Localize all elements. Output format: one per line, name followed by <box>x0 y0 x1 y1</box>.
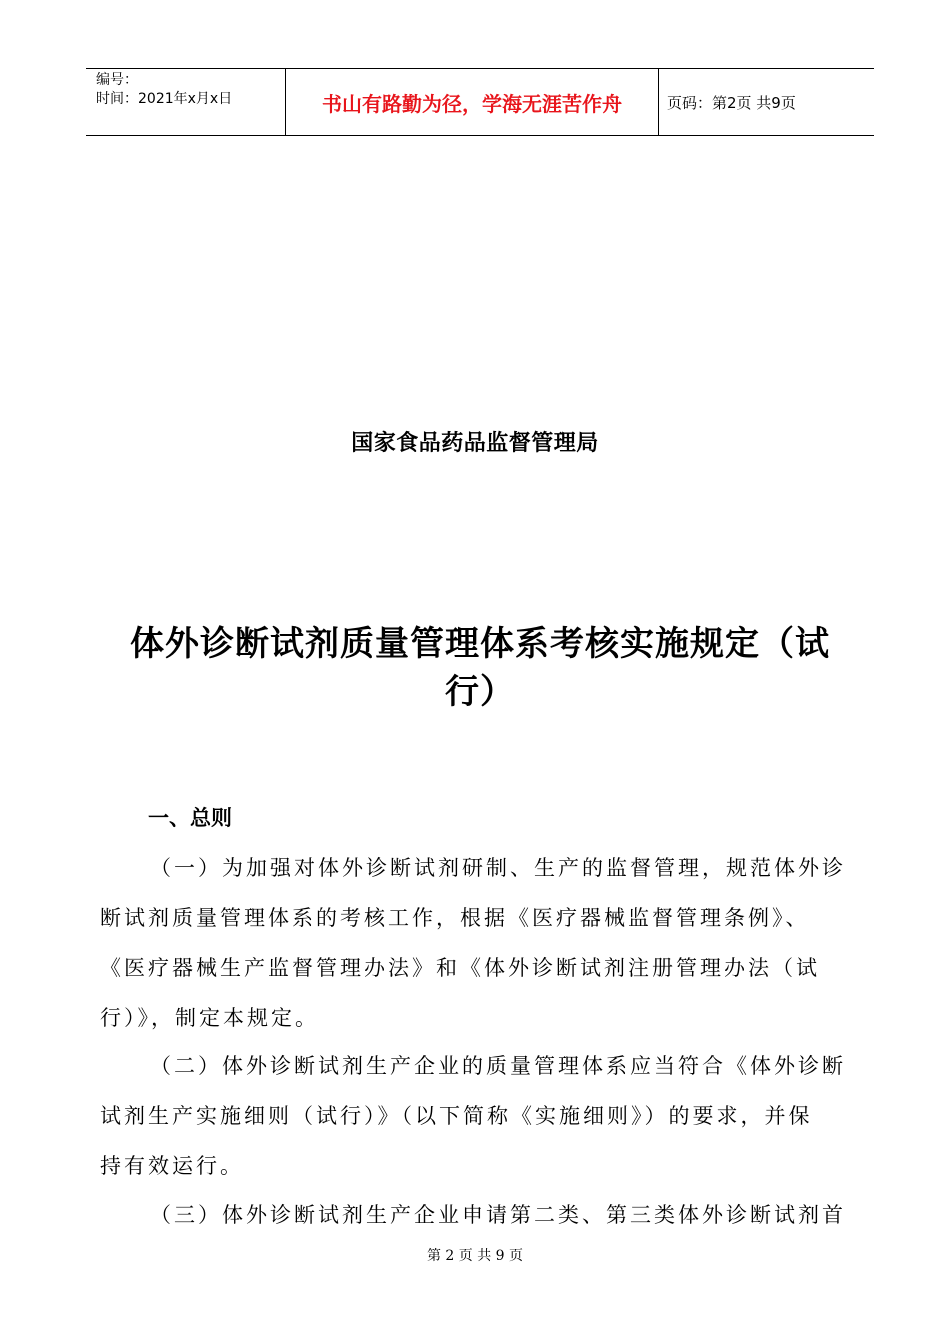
title-line: 体外诊断试剂质量管理体系考核实施规定（试 <box>130 624 830 664</box>
organization-name: 国家食品药品监督管理局 <box>351 431 599 456</box>
motto-text: 书山有路勤为径，学海无涯苦作舟 <box>322 91 622 116</box>
paragraph-line: 行）》，制定本规定。 <box>100 1006 319 1030</box>
title-line: 行） <box>445 672 515 712</box>
paragraph-line: （二）体外诊断试剂生产企业的质量管理体系应当符合《体外诊断 <box>150 1054 846 1078</box>
header-meta-cell <box>86 69 286 135</box>
paragraph <box>100 843 860 1043</box>
paragraph-line: 持有效运行。 <box>100 1154 244 1178</box>
time-label: 时间：2021年x月x日 <box>96 91 233 107</box>
paragraph-line: 《医疗器械生产监督管理办法》和《体外诊断试剂注册管理办法（试 <box>100 956 820 980</box>
header-page-cell <box>659 69 874 135</box>
paragraph-line: 断试剂质量管理体系的考核工作，根据《医疗器械监督管理条例》、 <box>100 906 810 930</box>
page-footer: 第 2 页 共 9 页 <box>426 1248 524 1264</box>
header-table <box>86 68 874 136</box>
document-title <box>120 620 840 716</box>
paragraph <box>100 1190 860 1240</box>
paragraph-line: 试剂生产实施细则（试行）》（以下简称《实施细则》）的要求，并保 <box>100 1104 813 1128</box>
page-info: 页码：第2页 共9页 <box>667 93 796 112</box>
serial-number-label: 编号： <box>96 72 138 88</box>
header-motto-cell <box>286 69 659 135</box>
paragraph-line: （一）为加强对体外诊断试剂研制、生产的监督管理，规范体外诊 <box>150 856 846 880</box>
paragraph-line: （三）体外诊断试剂生产企业申请第二类、第三类体外诊断试剂首 <box>150 1203 846 1227</box>
section-heading: 一、总则 <box>148 806 232 830</box>
paragraph <box>100 1041 860 1191</box>
